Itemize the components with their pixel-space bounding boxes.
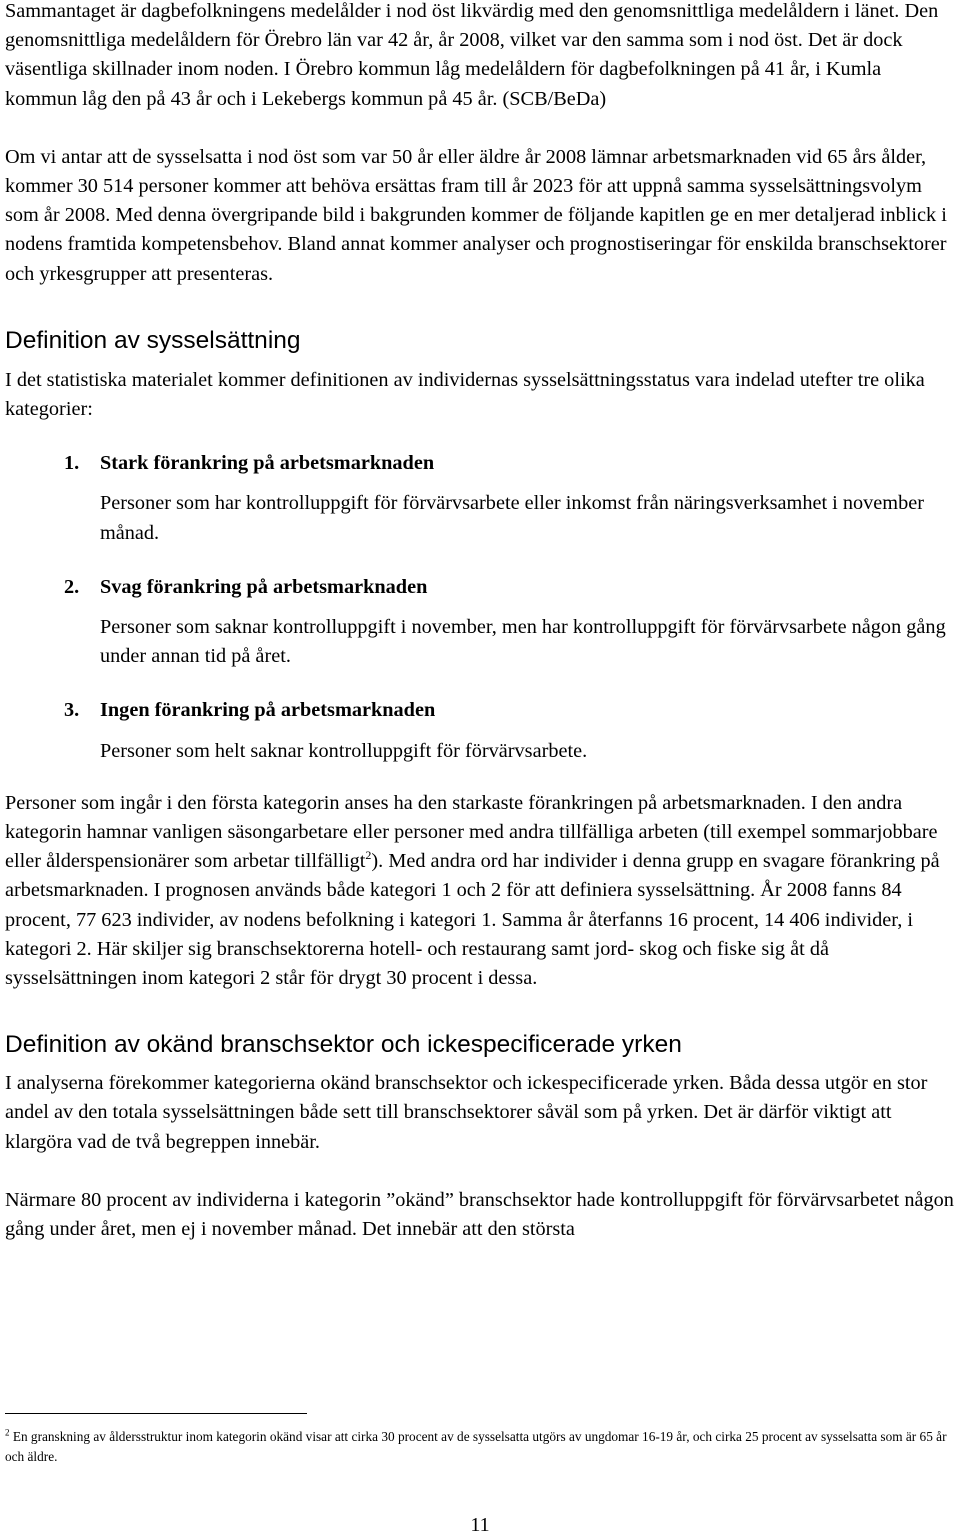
- heading-definition-okand-bransch: Definition av okänd branschsektor och ickespecificerade yrken: [5, 1031, 682, 1059]
- category-description: Personer som saknar kontrolluppgift i november, men har kontrolluppgift för förvärvsarbete någon gång under annan tid på året.: [100, 616, 946, 668]
- category-number: 2.: [64, 575, 80, 598]
- paragraph-medelalder: Sammantaget är dagbefolkningens medelålder i nod öst likvärdig med den genomsnittliga medelåldern i länet. Den genomsnittliga medelåldern för Örebro län var 42 år, år 2008, vilket var den samma som i nod öst. Det är dock väsentliga skillnader inom noden. I Örebro kommun låg medelåldern för dagbefolkningen på 41 år, i Kumla kommun låg den på 43 år och i Lekebergs kommun på 45 år. (SCB/BeDa): [5, 0, 939, 110]
- paragraph-forankring: Personer som ingår i den första kategorin anses ha den starkaste förankringen på arbetsmarknaden. I den andra kategorin hamnar vanligen säsongarbetare eller personer med andra tillfälliga arbeten (till exempel sommarjobbare eller ålderspensionärer som arbetar tillfälligt$^2$). Med andra ord har individer i denna grupp en svagare förankring på arbetsmarknaden. I prognosen används både kategori 1 och 2 för att definiera sysselsättning. År 2008 fanns 84 procent, 77 623 individer, av nodens befolkning i kategori 1. Samma år återfanns 16 procent, 14 406 individer, i kategori 2. Här skiljer sig branschsektorerna hotell- och restaurang samt jord- skog och fiske sig åt då sysselsättningen inom kategori 2 står för drygt 30 procent i dessa.: [5, 791, 940, 990]
- paragraph-ersattning: Om vi antar att de sysselsatta i nod öst som var 50 år eller äldre år 2008 lämnar arbetsmarknaden vid 65 års ålder, kommer 30 514 personer kommer att behöva ersättas fram till år 2023 för att uppnå samma sysselsättningsvolym som år 2008. Med denna övergripande bild i bakgrunden kommer de följande kapitlen ge en mer detaljerad inblick i nodens framtida kompetensbehov. Bland annat kommer analyser och prognostiseringar för enskilda branschsektorer och yrkesgrupper att presenteras.: [5, 145, 947, 285]
- paragraph-definition-intro: I det statistiska materialet kommer definitionen av individernas sysselsättningsstatus vara indelad utefter tre olika kategorier:: [5, 368, 925, 421]
- category-item-2: [5, 573, 955, 672]
- category-number: 1.: [64, 452, 80, 475]
- category-item-3: [5, 696, 955, 765]
- heading-definition-sysselsattning: Definition av sysselsättning: [5, 326, 301, 354]
- footnote-separator: [5, 1413, 307, 1414]
- footnote-number: 2: [5, 1427, 10, 1438]
- category-title: Stark förankring på arbetsmarknaden: [100, 452, 435, 475]
- document-page: [5, 0, 955, 1244]
- footnote-reference: 2: [365, 848, 372, 863]
- paragraph-okand-bransch: Närmare 80 procent av individerna i kategorin ”okänd” branschsektor hade kontrolluppgift för förvärvsarbetet någon gång under året, men ej i november månad. Det innebär att den största: [5, 1188, 954, 1241]
- footnote-text: En granskning av åldersstruktur inom kategorin okänd visar att cirka 30 procent av de sysselsatta utgörs av ungdomar 16-19 år, och cirka 25 procent av sysselsatta som är 65 år och äldre.: [5, 1429, 947, 1464]
- category-description: Personer som har kontrolluppgift för förvärvsarbete eller inkomst från näringsverksamhet i november månad.: [100, 492, 924, 544]
- category-title: Ingen förankring på arbetsmarknaden: [100, 699, 436, 722]
- page-number: 11: [470, 1514, 490, 1536]
- category-description: Personer som helt saknar kontrolluppgift för förvärvsarbete.: [100, 739, 588, 762]
- category-title: Svag förankring på arbetsmarknaden: [100, 575, 428, 598]
- category-number: 3.: [64, 699, 80, 722]
- paragraph-okand-intro: I analyserna förekommer kategorierna okänd branschsektor och ickespecificerade yrken. Båda dessa utgör en stor andel av den totala sysselsättningen både sett till branschsektorer såväl som på yrken. Det är därför viktigt att klargöra vad de två begreppen innebär.: [5, 1072, 928, 1153]
- footnote: [5, 1427, 955, 1467]
- category-item-1: [5, 449, 955, 548]
